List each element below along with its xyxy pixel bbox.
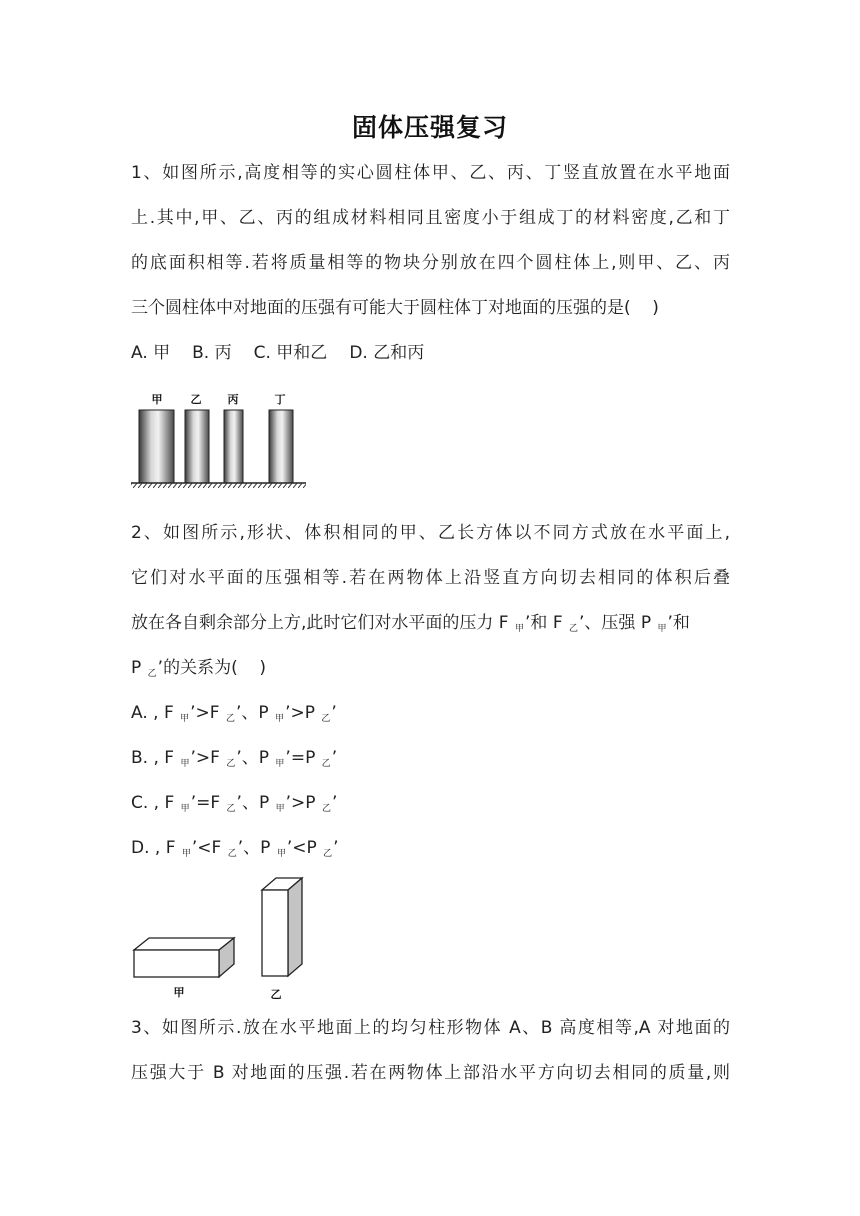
q2-label-yi: 乙 — [270, 988, 282, 1001]
q1-label-yi: 乙 — [190, 393, 202, 406]
q2-line-2: 它们对水平面的压强相等.若在两物体上沿竖直方向切去相同的体积后叠 — [131, 568, 730, 588]
q1-option-d: D. 乙和丙 — [349, 343, 425, 363]
q2-cuboids-figure — [128, 872, 318, 1004]
q1-line-2: 上.其中,甲、乙、丙的组成材料相同且密度小于组成丁的材料密度,乙和丁 — [131, 208, 730, 228]
q1-label-jia: 甲 — [151, 393, 163, 406]
cuboid-yi-side — [288, 878, 302, 976]
cuboid-yi-front — [262, 890, 288, 976]
q3-line-1: 3、如图所示.放在水平地面上的均匀柱形物体 A、B 高度相等,A 对地面的 — [131, 1018, 730, 1038]
q1-line-3: 的底面积相等.若将质量相等的物块分别放在四个圆柱体上,则甲、乙、丙 — [131, 253, 730, 273]
q1-option-a: A. 甲 — [131, 343, 171, 363]
cuboid-jia-top — [134, 938, 234, 950]
q1-line-1: 1、如图所示,高度相等的实心圆柱体甲、乙、丙、丁竖直放置在水平地面 — [131, 163, 730, 183]
q2-line-1: 2、如图所示,形状、体积相同的甲、乙长方体以不同方式放在水平面上, — [131, 523, 730, 543]
q3-line-2: 压强大于 B 对地面的压强.若在两物体上部沿水平方向切去相同的质量,则 — [131, 1063, 730, 1083]
q2-option-b: B. , F $_甲$’>F $_乙$’、P $_甲$’=P $_乙$’ — [131, 748, 338, 769]
cylinder-yi — [185, 410, 209, 483]
cuboid-jia-front — [134, 950, 219, 977]
q1-line-4: 三个圆柱体中对地面的压强有可能大于圆柱体丁对地面的压强的是( ) — [131, 298, 659, 318]
q1-option-b: B. 丙 — [192, 343, 232, 363]
q1-cylinders-figure — [128, 386, 312, 492]
q1-label-bing: 丙 — [227, 393, 239, 406]
q2-line-3: 放在各自剩余部分上方,此时它们对水平面的压力 F $_甲$’和 F $_乙$’、压强 P $_甲$’和 — [131, 613, 690, 634]
cylinder-jia — [139, 410, 174, 483]
q2-label-jia: 甲 — [173, 986, 185, 999]
q1-options — [131, 341, 424, 365]
q2-option-a: A. , F $_甲$’>F $_乙$’、P $_甲$’>P $_乙$’ — [131, 703, 337, 724]
ground-hatch — [131, 483, 306, 488]
q1-label-ding: 丁 — [274, 393, 286, 406]
q2-option-d: D. , F $_甲$’<F $_乙$’、P $_甲$’<P $_乙$’ — [131, 838, 339, 859]
cylinder-ding — [269, 410, 293, 483]
page-title: 固体压强复习 — [351, 113, 508, 142]
q2-option-c: C. , F $_甲$’=F $_乙$’、P $_甲$’>P $_乙$’ — [131, 793, 338, 814]
cylinder-bing — [224, 410, 243, 483]
q2-line-4: P $_乙$’的关系为( ) — [131, 658, 266, 679]
q1-option-c: C. 甲和乙 — [253, 343, 328, 363]
